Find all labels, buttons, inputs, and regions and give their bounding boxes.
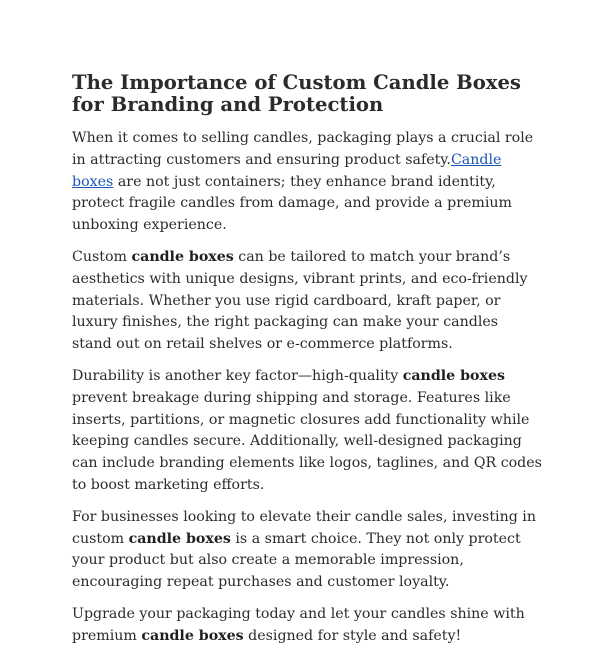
paragraph-text: Upgrade your packaging today and let your candles shine with premium (72, 605, 525, 644)
paragraph-text: When it comes to selling candles, packaging plays a crucial role in attracting customers and ensuring product safety. (72, 130, 534, 168)
paragraph-call-to-action (72, 604, 542, 648)
keyword-bold: candle boxes (128, 530, 231, 547)
keyword-bold: candle boxes (141, 627, 244, 644)
paragraph-text: For businesses looking to elevate their candle sales, investing in custom (72, 508, 536, 547)
paragraph-text: can be tailored to match your brand’s aesthetics with unique designs, vibrant prints, and eco-friendly materials. Whether you use rigid cardboard, kraft paper, or luxury finishes, the right packaging can make your candles stand out on retail shelves or e-commerce platforms. (72, 248, 528, 353)
paragraph-text: Durability is another key factor—high-quality (72, 367, 403, 384)
article (72, 72, 542, 658)
keyword-bold: candle boxes (131, 248, 234, 265)
paragraph-intro (72, 128, 542, 237)
paragraph-text: Custom (72, 248, 132, 265)
paragraph-customization (72, 247, 542, 356)
paragraph-text: designed for style and safety! (243, 627, 462, 644)
article-title: The Importance of Custom Candle Boxes for Branding and Protection (72, 71, 521, 116)
keyword-bold: candle boxes (402, 367, 505, 384)
candle-boxes-link[interactable]: Candle boxes (72, 151, 502, 190)
paragraph-text: are not just containers; they enhance brand identity, protect fragile candles from damage, and provide a premium unboxing experience. (72, 173, 512, 234)
paragraph-business (72, 507, 542, 594)
paragraph-durability (72, 366, 542, 497)
paragraph-text: is a smart choice. They not only protect your product but also create a memorable impression, encouraging repeat purchases and customer loyalty. (72, 530, 521, 591)
paragraph-text: prevent breakage during shipping and storage. Features like inserts, partitions, or magnetic closures add functionality while keeping candles secure. Additionally, well-designed packaging can include branding elements like logos, taglines, and QR codes to boost marketing efforts. (72, 389, 542, 493)
